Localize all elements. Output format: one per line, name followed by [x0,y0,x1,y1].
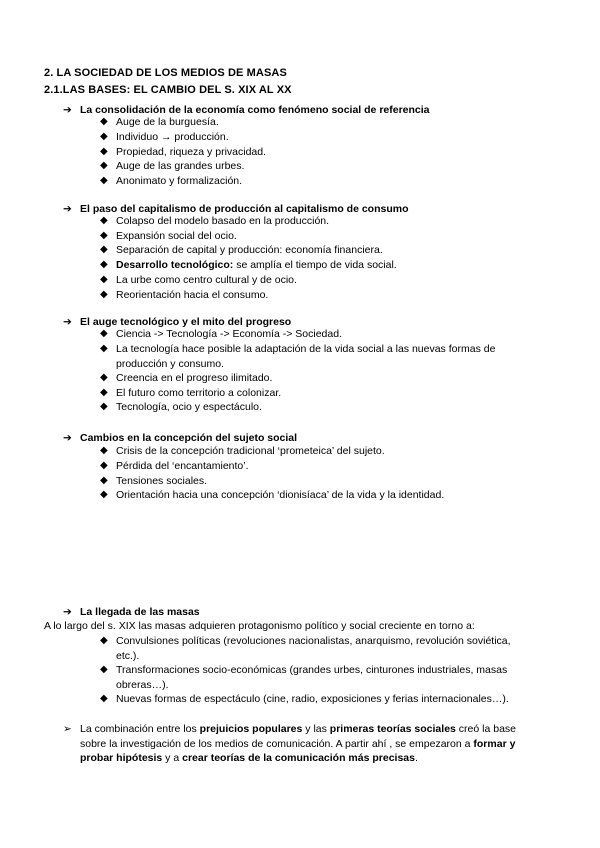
diamond-bullet-icon: ◆ [100,289,108,300]
section-heading: ➔ El auge tecnológico y el mito del progreso [63,316,292,328]
diamond-bullet-icon: ◆ [100,131,108,142]
diamond-bullet-icon: ◆ [100,244,108,255]
page-title: 2. LA SOCIEDAD DE LOS MEDIOS DE MASAS [44,67,287,79]
diamond-bullet-icon: ◆ [100,445,108,456]
diamond-bullet-icon: ◆ [100,328,108,339]
diamond-bullet-icon: ◆ [100,230,108,241]
arrow-right-icon: ➔ [63,606,72,618]
diamond-bullet-icon: ◆ [100,489,108,500]
diamond-bullet-icon: ◆ [100,460,108,471]
diamond-bullet-icon: ◆ [100,635,108,646]
section-subtitle: 2.1.LAS BASES: EL CAMBIO DEL S. XIX AL XX [44,84,292,96]
diamond-bullet-icon: ◆ [100,401,108,412]
diamond-bullet-icon: ◆ [100,274,108,285]
diamond-bullet-icon: ◆ [100,475,108,486]
diamond-bullet-icon: ◆ [100,215,108,226]
diamond-bullet-icon: ◆ [100,146,108,157]
diamond-bullet-icon: ◆ [100,259,108,270]
diamond-bullet-icon: ◆ [100,693,108,704]
diamond-bullet-icon: ◆ [100,664,108,675]
arrow-right-icon: ➔ [63,432,72,444]
diamond-bullet-icon: ◆ [100,372,108,383]
arrow-right-icon: ➔ [63,316,72,328]
diamond-bullet-icon: ◆ [100,116,108,127]
section-intro: A lo largo del s. XIX las masas adquieren protagonismo político y social creciente en torno a: [44,620,475,632]
section-heading: ➔ El paso del capitalismo de producción al capitalismo de consumo [63,203,409,215]
diamond-bullet-icon: ◆ [100,387,108,398]
diamond-bullet-icon: ◆ [100,160,108,171]
arrow-right-icon: ➔ [63,104,72,116]
diamond-bullet-icon: ◆ [100,175,108,186]
diamond-bullet-icon: ◆ [100,343,108,354]
section-heading: ➔ Cambios en la concepción del sujeto social [63,432,298,444]
section-heading: ➔ La consolidación de la economía como fenómeno social de referencia [63,104,430,116]
arrowhead-bullet-icon: ➢ [63,723,72,735]
section-heading: ➔ La llegada de las masas [63,606,200,618]
arrow-right-icon: ➔ [63,203,72,215]
